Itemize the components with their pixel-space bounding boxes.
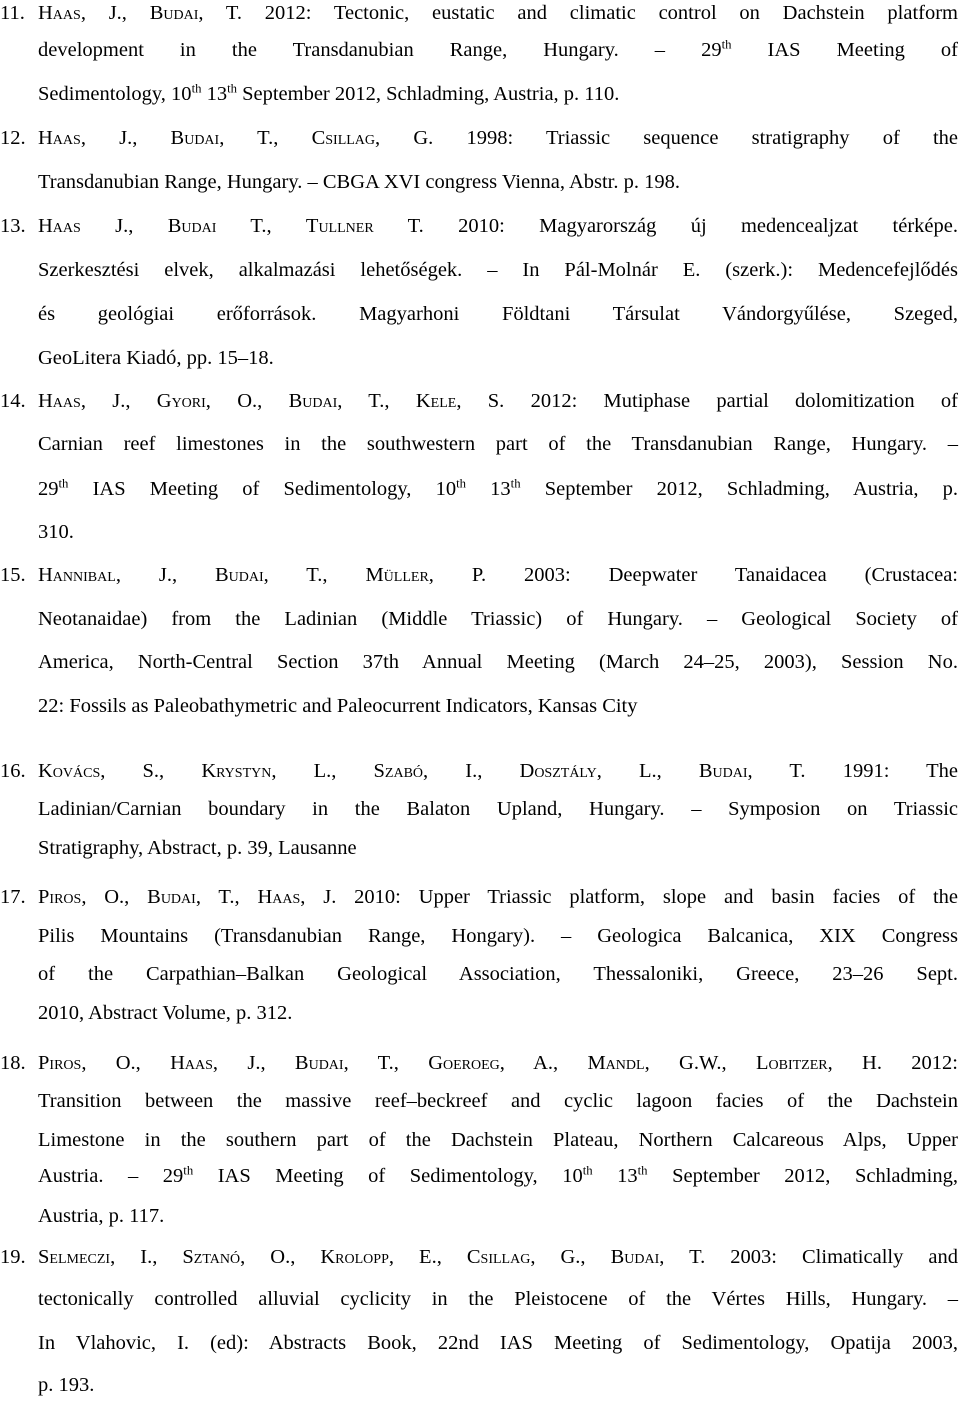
reference-number: 12. [0, 127, 26, 149]
author-name: Budai [170, 127, 220, 149]
author-name: Selmeczi [38, 1246, 111, 1268]
text-fragment: September 2012, Schladming, Austria, p. [520, 478, 958, 500]
reference-line [0, 1368, 958, 1402]
reference-line [0, 472, 958, 506]
author-name: Budai [149, 2, 199, 24]
text-fragment: , T. 1991: The [747, 760, 959, 782]
text-fragment: , J., [80, 2, 150, 24]
reference-text [38, 645, 958, 679]
reference-text [38, 515, 958, 549]
reference-text [38, 754, 958, 788]
reference-text [38, 1123, 958, 1157]
text-fragment: , I., [423, 760, 520, 782]
author-name: Gyori [156, 390, 206, 412]
text-fragment: 13 [201, 83, 228, 105]
reference-text [38, 384, 958, 418]
reference-line [0, 919, 958, 953]
text-fragment: GeoLitera Kiadó, pp. 15–18. [38, 347, 274, 369]
reference-text [38, 297, 958, 331]
text-fragment: In Vlahovic, I. (ed): Abstracts Book, 22nd IAS Meeting of Sedimentology, Opatija 2003, [38, 1332, 958, 1354]
reference-text [38, 209, 958, 243]
text-fragment: IAS Meeting of Sedimentology, 10 [68, 478, 457, 500]
reference-number: 19. [0, 1246, 26, 1268]
text-fragment: , O., [81, 886, 148, 908]
author-name: Sztanó [182, 1246, 241, 1268]
superscript: th [582, 1163, 593, 1178]
text-fragment: , I., [110, 1246, 183, 1268]
reference-line [0, 1282, 958, 1316]
text-fragment: 29 [38, 478, 59, 500]
reference-number: 17. [0, 886, 26, 908]
text-fragment: T. 2010: Magyarország új medencealjzat térképe. [373, 215, 958, 237]
reference-line [0, 1199, 958, 1233]
text-fragment: és geológiai erőforrások. Magyarhoni Földtani Társulat Vándorgyűlése, Szeged, [38, 303, 958, 325]
reference-text [38, 427, 958, 461]
text-fragment: , J., [212, 1052, 295, 1074]
superscript: th [721, 37, 732, 52]
text-fragment: , O., [240, 1246, 321, 1268]
reference-number: 13. [0, 215, 26, 237]
author-name: Haas [38, 2, 81, 24]
author-name: Budai [147, 886, 196, 908]
reference-text [38, 880, 958, 914]
author-name: Lobitzer [755, 1052, 828, 1074]
reference-line [0, 689, 958, 723]
reference-line [0, 33, 958, 67]
text-fragment: development in the Transdanubian Range, Hungary. – 29 [38, 39, 722, 61]
author-name: Haas [257, 886, 301, 908]
author-name: Budai [214, 564, 264, 586]
text-fragment: 13 [466, 478, 511, 500]
text-fragment: Ladinian/Carnian boundary in the Balaton Upland, Hungary. – Symposion on Triassic [38, 798, 958, 820]
reference-line [0, 165, 958, 199]
author-name: Piros [38, 1052, 82, 1074]
text-fragment: , J., [115, 564, 215, 586]
author-name: Müller [365, 564, 429, 586]
author-name: Budai [167, 215, 217, 237]
text-fragment: , J., [80, 127, 171, 149]
reference-number: 16. [0, 760, 26, 782]
text-fragment: , G.W., [644, 1052, 756, 1074]
text-fragment: , H. 2012: [827, 1052, 958, 1074]
author-name: Mandl [587, 1052, 645, 1074]
text-fragment: America, North-Central Section 37th Annual Meeting (March 24–25, 2003), Session No. [38, 651, 958, 673]
text-fragment: Szerkesztési elvek, alkalmazási lehetőségek. – In Pál-Molnár E. (szerk.): Medencefejlődés [38, 259, 958, 281]
reference-line [0, 341, 958, 375]
text-fragment: , O., [205, 390, 289, 412]
reference-text [38, 33, 958, 67]
text-fragment: September 2012, Schladming, [647, 1165, 959, 1187]
text-fragment: T., [216, 215, 306, 237]
reference-line [0, 297, 958, 331]
reference-line [0, 1123, 958, 1157]
text-fragment: , A., [499, 1052, 588, 1074]
reference-text [38, 792, 958, 826]
author-name: Budai [698, 760, 748, 782]
text-fragment: Limestone in the southern part of the Dachstein Plateau, Northern Calcareous Alps, Upper [38, 1129, 958, 1151]
reference-line [0, 996, 958, 1030]
text-fragment: , L., [596, 760, 699, 782]
author-name: Kovács [38, 760, 101, 782]
author-name: Csillag [466, 1246, 531, 1268]
author-name: Hannibal [38, 564, 116, 586]
reference-line [0, 515, 958, 549]
reference-text [38, 1046, 958, 1080]
superscript: th [183, 1163, 194, 1178]
reference-number: 15. [0, 564, 26, 586]
text-fragment: Neotanaidae) from the Ladinian (Middle Triassic) of Hungary. – Geological Society of [38, 608, 958, 630]
text-fragment: , E., [388, 1246, 467, 1268]
reference-text [38, 996, 958, 1030]
reference-line [0, 1159, 958, 1193]
reference-text [38, 602, 958, 636]
text-fragment: , O., [81, 1052, 171, 1074]
text-fragment: Transdanubian Range, Hungary. – CBGA XVI congress Vienna, Abstr. p. 198. [38, 171, 680, 193]
author-name: Budai [288, 390, 338, 412]
text-fragment: Stratigraphy, Abstract, p. 39, Lausanne [38, 837, 357, 859]
reference-line [0, 209, 958, 243]
author-name: Szabó [373, 760, 424, 782]
text-fragment: , L., [271, 760, 374, 782]
reference-text [38, 1282, 958, 1316]
reference-line [0, 602, 958, 636]
reference-text [38, 1199, 958, 1233]
reference-line [0, 754, 958, 788]
text-fragment: , S. 2012: Mutiphase partial dolomitization of [456, 390, 958, 412]
text-fragment: , T. 2003: Climatically and [659, 1246, 958, 1268]
author-name: Goeroeg [428, 1052, 500, 1074]
text-fragment: , G., [530, 1246, 611, 1268]
reference-line [0, 1046, 958, 1080]
reference-text [38, 689, 958, 723]
reference-line [0, 77, 958, 111]
reference-number: 18. [0, 1052, 26, 1074]
reference-text [38, 341, 958, 375]
superscript: th [456, 476, 466, 491]
text-fragment: , J., [80, 390, 157, 412]
text-fragment: J., [80, 215, 168, 237]
text-fragment: , T., [343, 1052, 429, 1074]
reference-text [38, 1368, 958, 1402]
author-name: Kele [415, 390, 457, 412]
superscript: th [510, 476, 521, 491]
reference-line [0, 558, 958, 592]
superscript: th [637, 1163, 648, 1178]
text-fragment: IAS Meeting of Sedimentology, 10 [193, 1165, 583, 1187]
reference-line [0, 0, 958, 30]
author-name: Piros [38, 886, 82, 908]
reference-number: 11. [0, 2, 25, 24]
author-name: Tullner [305, 215, 374, 237]
text-fragment: 22: Fossils as Paleobathymetric and Paleocurrent Indicators, Kansas City [38, 695, 638, 717]
text-fragment: , T., [263, 564, 366, 586]
reference-line [0, 1084, 958, 1118]
author-name: Csillag [311, 127, 376, 149]
text-fragment: Pilis Mountains (Transdanubian Range, Hongary). – Geologica Balcanica, XIX Congress [38, 925, 958, 947]
reference-line [0, 957, 958, 991]
reference-text [38, 253, 958, 287]
reference-text [38, 165, 958, 199]
author-name: Haas [38, 390, 81, 412]
reference-text [38, 472, 958, 506]
text-fragment: , J. 2010: Upper Triassic platform, slope and basin facies of the [300, 886, 959, 908]
reference-text [38, 0, 958, 30]
reference-line [0, 384, 958, 418]
reference-text [38, 1326, 958, 1360]
reference-text [38, 558, 958, 592]
reference-line [0, 253, 958, 287]
superscript: th [191, 81, 202, 96]
reference-line [0, 792, 958, 826]
text-fragment: p. 193. [38, 1374, 95, 1396]
text-fragment: , T., [195, 886, 258, 908]
author-name: Budai [610, 1246, 660, 1268]
reference-text [38, 1240, 958, 1274]
author-name: Haas [38, 127, 81, 149]
text-fragment: Austria. – 29 [38, 1165, 184, 1187]
reference-line [0, 121, 958, 155]
text-fragment: 310. [38, 521, 74, 543]
text-fragment: , T. 2012: Tectonic, eustatic and climatic control on Dachstein platform [198, 2, 958, 24]
text-fragment: , S., [100, 760, 202, 782]
text-fragment: Carnian reef limestones in the southwestern part of the Transdanubian Range, Hungary. – [38, 433, 958, 455]
text-fragment: September 2012, Schladming, Austria, p. 110. [236, 83, 620, 105]
reference-text [38, 1159, 958, 1193]
text-fragment: , T., [337, 390, 416, 412]
reference-line [0, 880, 958, 914]
text-fragment: Sedimentology, 10 [38, 83, 192, 105]
reference-line [0, 1240, 958, 1274]
reference-line [0, 831, 958, 865]
superscript: th [227, 81, 237, 96]
reference-text [38, 77, 958, 111]
text-fragment: , P. 2003: Deepwater Tanaidacea (Crustacea: [428, 564, 958, 586]
text-fragment: Transition between the massive reef–beckreef and cyclic lagoon facies of the Dachstein [38, 1090, 958, 1112]
author-name: Dosztály [519, 760, 597, 782]
reference-text [38, 831, 958, 865]
reference-text [38, 121, 958, 155]
author-name: Budai [294, 1052, 344, 1074]
reference-line [0, 1326, 958, 1360]
reference-line [0, 645, 958, 679]
text-fragment: Austria, p. 117. [38, 1205, 165, 1227]
author-name: Krystyn [201, 760, 272, 782]
text-fragment: 13 [592, 1165, 638, 1187]
reference-text [38, 1084, 958, 1118]
author-name: Haas [170, 1052, 213, 1074]
text-fragment: tectonically controlled alluvial cyclicity in the Pleistocene of the Vértes Hills, Hungary. – [38, 1288, 958, 1310]
reference-text [38, 919, 958, 953]
author-name: Krolopp [320, 1246, 389, 1268]
text-fragment: of the Carpathian–Balkan Geological Association, Thessaloniki, Greece, 23–26 Sept. [38, 963, 958, 985]
text-fragment: 2010, Abstract Volume, p. 312. [38, 1002, 293, 1024]
reference-text [38, 957, 958, 991]
text-fragment: IAS Meeting of [731, 39, 958, 61]
text-fragment: , G. 1998: Triassic sequence stratigraphy of the [375, 127, 958, 149]
author-name: Haas [38, 215, 81, 237]
reference-number: 14. [0, 390, 26, 412]
superscript: th [58, 476, 69, 491]
text-fragment: , T., [219, 127, 312, 149]
reference-line [0, 427, 958, 461]
